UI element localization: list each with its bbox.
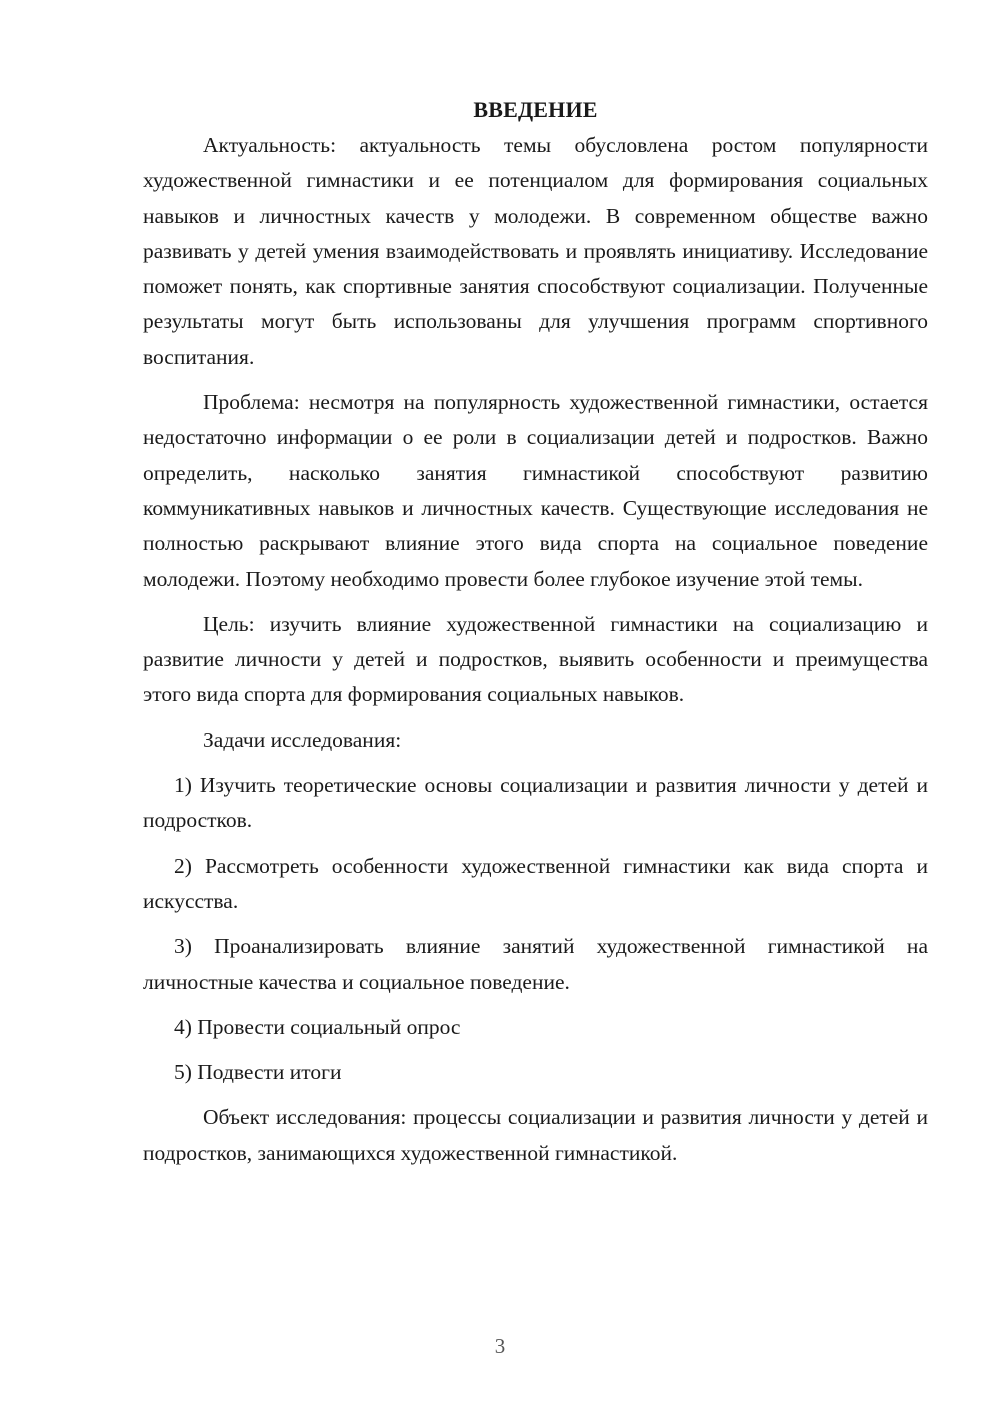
document-page: [143, 92, 928, 1181]
paragraph-object: Объект исследования: процессы социализации и развития личности у детей и подростков, занимающихся художественной гимнастикой.: [143, 1105, 928, 1165]
task-item-4: 4) Провести социальный опрос: [174, 1014, 461, 1039]
paragraph-problem: Проблема: несмотря на популярность художественной гимнастики, остается недостаточно информации о ее роли в социализации детей и подростков. Важно определить, насколько занятия гимнастикой способствуют развитию коммуникативных навыков и личностных качеств. Существующие исследования не полностью раскрывают влияние этого вида спорта на социальное поведение молодежи. Поэтому необходимо провести более глубокое изучение этой темы.: [143, 390, 928, 591]
task-item-2: 2) Рассмотреть особенности художественной гимнастики как вида спорта и искусства.: [143, 853, 928, 913]
page-number: 3: [494, 1334, 506, 1358]
paragraph-tasks-heading: Задачи исследования:: [203, 727, 402, 752]
task-item-3: 3) Проанализировать влияние занятий художественной гимнастикой на личностные качества и социальное поведение.: [143, 934, 928, 994]
paragraph-goal: Цель: изучить влияние художественной гимнастики на социализацию и развитие личности у детей и подростков, выявить особенности и преимущества этого вида спорта для формирования социальных навыков.: [143, 611, 928, 707]
task-item-1: 1) Изучить теоретические основы социализации и развития личности у детей и подростков.: [143, 773, 928, 833]
task-item-5: 5) Подвести итоги: [174, 1060, 342, 1085]
paragraph-relevance: Актуальность: актуальность темы обусловлена ростом популярности художественной гимнастики и ее потенциалом для формирования социальных навыков и личностных качеств у молодежи. В современном обществе важно развивать у детей умения взаимодействовать и проявлять инициативу. Исследование поможет понять, как спортивные занятия способствуют социализации. Полученные результаты могут быть использованы для улучшения программ спортивного воспитания.: [143, 133, 928, 369]
page-title: ВВЕДЕНИЕ: [473, 97, 598, 122]
